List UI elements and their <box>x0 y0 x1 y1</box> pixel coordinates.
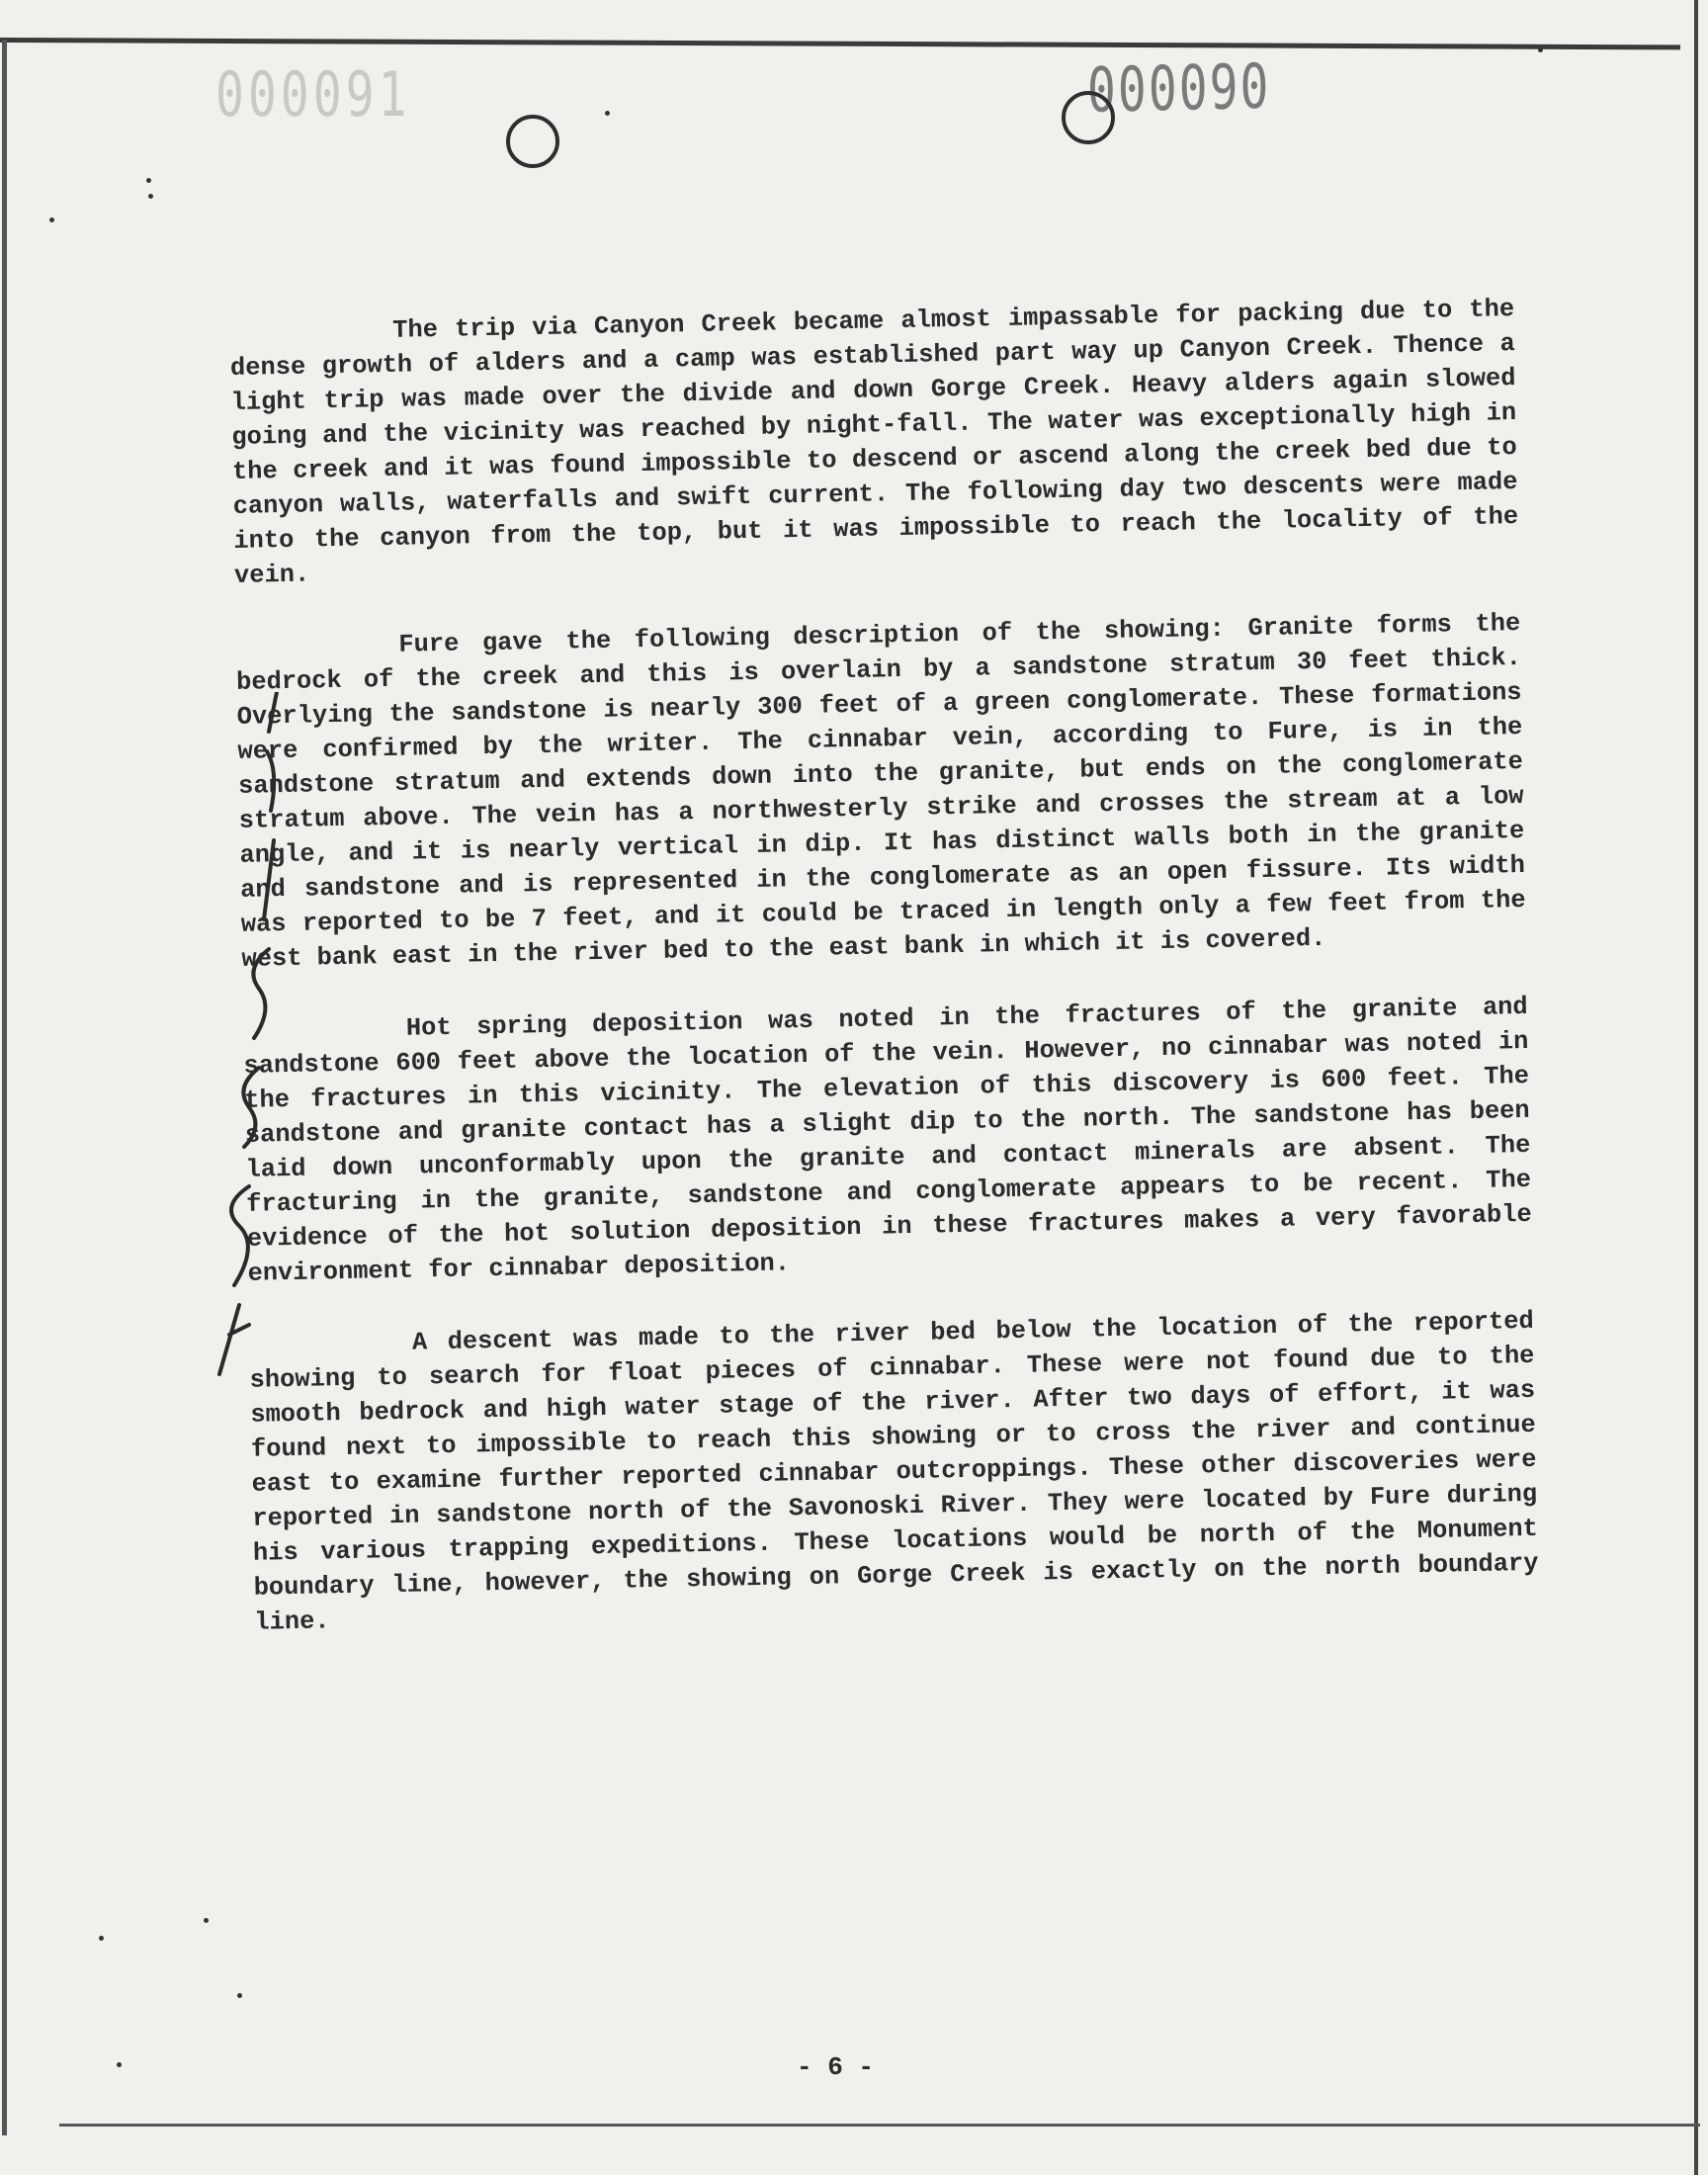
scan-border-left <box>2 40 7 2135</box>
scan-border-right <box>1694 0 1698 2175</box>
paragraph: Fure gave the following description of the showing: Granite forms the bedrock of the creek and this is overlain by a sandstone stratum 30 feet thick. Overlying the sandstone is nearly 300 feet of a green conglomerate. These formations were confirmed by the writer. The cinnabar vein, according to Fure, is in the sandstone stratum and extends down into the granite, but ends on the conglomerate stratum above. The vein has a northwesterly strike and crosses the stream at a low angle, and it is nearly vertical in dip. It has distinct walls both in the granite and sandstone and is represented in the conglomerate as an open fissure. Its width was reported to be 7 feet, and it could be traced in length only a few feet from the west bank east in the river bed to the east bank in which it is covered. <box>235 608 1526 974</box>
paragraph: Hot spring deposition was noted in the fractures of the granite and sandstone 600 feet above the location of the vein. However, no cinnabar was noted in the fractures in this vicinity. The elevation of this discovery is 600 feet. The sandstone and granite contact has a slight dip to the north. The sandstone has been laid down unconformably upon the granite and contact minerals are absent. The fracturing in the granite, sandstone and conglomerate appears to be recent. The evidence of the hot solution deposition in these fractures makes a very favorable environment for cinnabar deposition. <box>243 992 1532 1288</box>
ghost-stamp-number: 000091 <box>215 58 411 131</box>
scan-border-top <box>0 38 1680 49</box>
scan-border-bottom <box>59 2124 1700 2127</box>
stamp-number: 000090 <box>1086 50 1271 128</box>
paragraph: A descent was made to the river bed below the location of the reported showing to search for float pieces of cinnabar. These were not found due to the smooth bedrock and high water stage of the river. After two days of effort, it was found next to impossible to reach this showing or to cross the river and continue east to examine further reported cinnabar outcroppings. These other discoveries were reported in sandstone north of the Savonoski River. They were located by Fure during his various trapping expeditions. These locations would be north of the Monument boundary line, however, the showing on Gorge Creek is exactly on the north boundary line. <box>249 1306 1539 1637</box>
punch-hole-icon <box>1062 91 1115 144</box>
punch-hole-icon <box>506 115 559 168</box>
page-number: - 6 - <box>797 2052 875 2082</box>
paragraph: The trip via Canyon Creek became almost impassable for packing due to the dense growth of alders and a camp was established part way up Canyon Creek. Thence a light trip was made over the divide and down Gorge Creek. Heavy alders again slowed going and the vicinity was reached by night-fall. The water was exceptionally high in the creek and it was found impossible to descend or ascend along the creek bed due to canyon walls, waterfalls and swift current. The following day two descents were made into the canyon from the top, but it was impossible to reach the locality of the vein. <box>229 295 1519 590</box>
document-body <box>229 292 1540 1678</box>
